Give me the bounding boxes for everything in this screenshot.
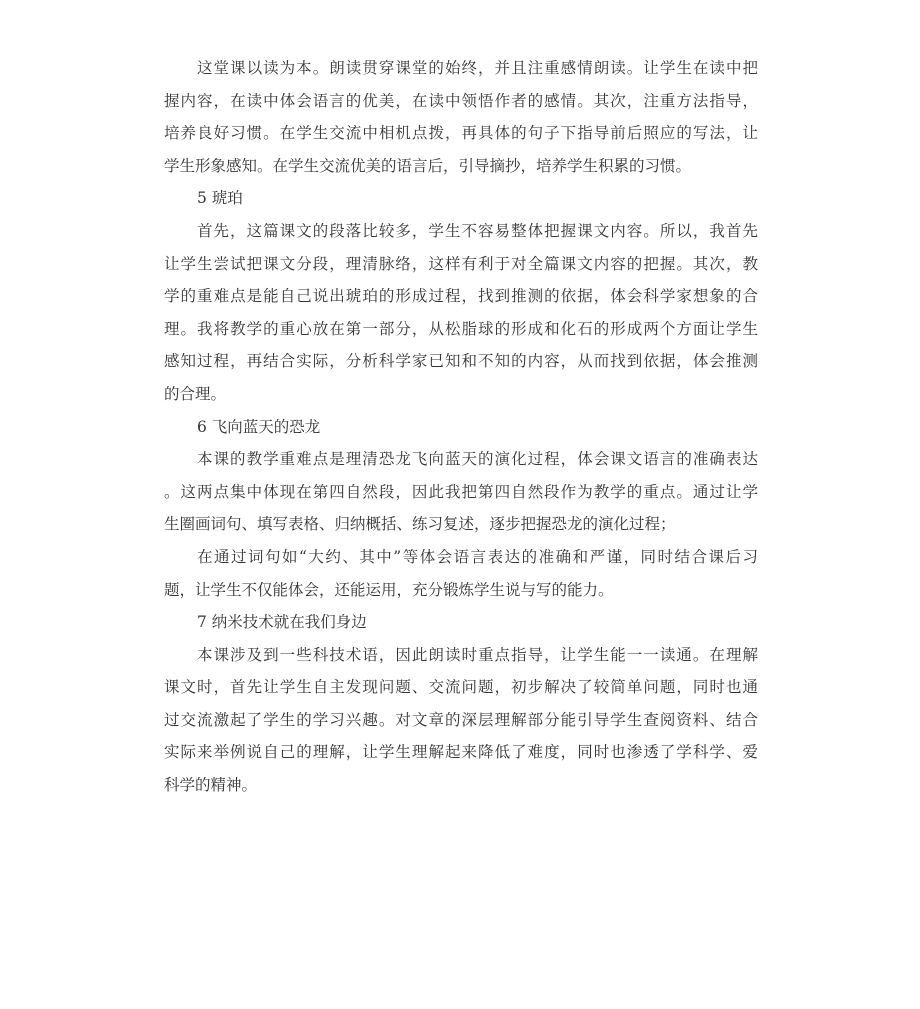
text-line: 题，让学生不仅能体会，还能运用，充分锻炼学生说与写的能力。 <box>164 580 614 599</box>
text-line: 过交流激起了学生的学习兴趣。对文章的深层理解部分能引导学生查阅资料、结合 <box>164 710 758 729</box>
text-line: 这堂课以读为本。朗读贯穿课堂的始终，并且注重感情朗读。让学生在读中把 <box>197 59 758 77</box>
text-line: 握内容，在读中体会语言的优美，在读中领悟作者的感情。其次，注重方法指导， <box>164 91 758 110</box>
text-line: 的合理。 <box>164 384 227 403</box>
text-line: 在通过词句如“大约、其中”等体会语言表达的准确和严谨，同时结合课后习 <box>197 547 758 566</box>
paragraph-amber <box>164 215 758 411</box>
text-line: 课文时，首先让学生自主发现问题、交流问题，初步解决了较简单问题，同时也通 <box>164 678 758 697</box>
text-line: 培养良好习惯。在学生交流中相机点拨，再具体的句子下指导前后照应的写法，让 <box>164 124 758 143</box>
text-line: 科学的精神。 <box>164 776 258 795</box>
text-line: 学的重难点是能自己说出琥珀的形成过程，找到推测的依据，体会科学家想象的合 <box>164 287 758 306</box>
text-line: 首先，这篇课文的段落比较多，学生不容易整体把握课文内容。所以，我首先 <box>197 221 758 240</box>
text-line: 本课的教学重难点是理清恐龙飞向蓝天的演化过程，体会课文语言的准确表达 <box>197 450 758 469</box>
text-line: 让学生尝试把课文分段，理清脉络，这样有利于对全篇课文内容的把握。其次，教 <box>164 254 758 273</box>
text-line: 实际来举例说自己的理解，让学生理解起来降低了难度，同时也渗透了学科学、爱 <box>164 743 758 762</box>
text-line: 学生形象感知。在学生交流优美的语言后，引导摘抄，培养学生积累的习惯。 <box>164 156 692 175</box>
paragraph-dinosaur-2 <box>164 541 758 606</box>
paragraph-dinosaur-1 <box>164 443 758 541</box>
text-line: 感知过程，再结合实际，分析科学家已知和不知的内容，从而找到依据，体会推测 <box>164 352 758 371</box>
section-heading-nano: 7 纳米技术就在我们身边 <box>197 613 367 632</box>
text-line: 理。我将教学的重心放在第一部分，从松脂球的形成和化石的形成两个方面让学生 <box>164 319 758 338</box>
section-heading-amber: 5 琥珀 <box>197 189 243 208</box>
document-page <box>164 52 758 802</box>
paragraph-intro <box>164 52 758 182</box>
text-line: 本课涉及到一些科技术语，因此朗读时重点指导，让学生能一一读通。在理解 <box>197 645 758 664</box>
text-line: 。这两点集中体现在第四自然段，因此我把第四自然段作为教学的重点。通过让学 <box>164 482 758 501</box>
text-line: 生圈画词句、填写表格、归纳概括、练习复述，逐步把握恐龙的演化过程； <box>164 515 676 534</box>
section-heading-dinosaur: 6 飞向蓝天的恐龙 <box>197 417 321 436</box>
paragraph-nano <box>164 639 758 802</box>
